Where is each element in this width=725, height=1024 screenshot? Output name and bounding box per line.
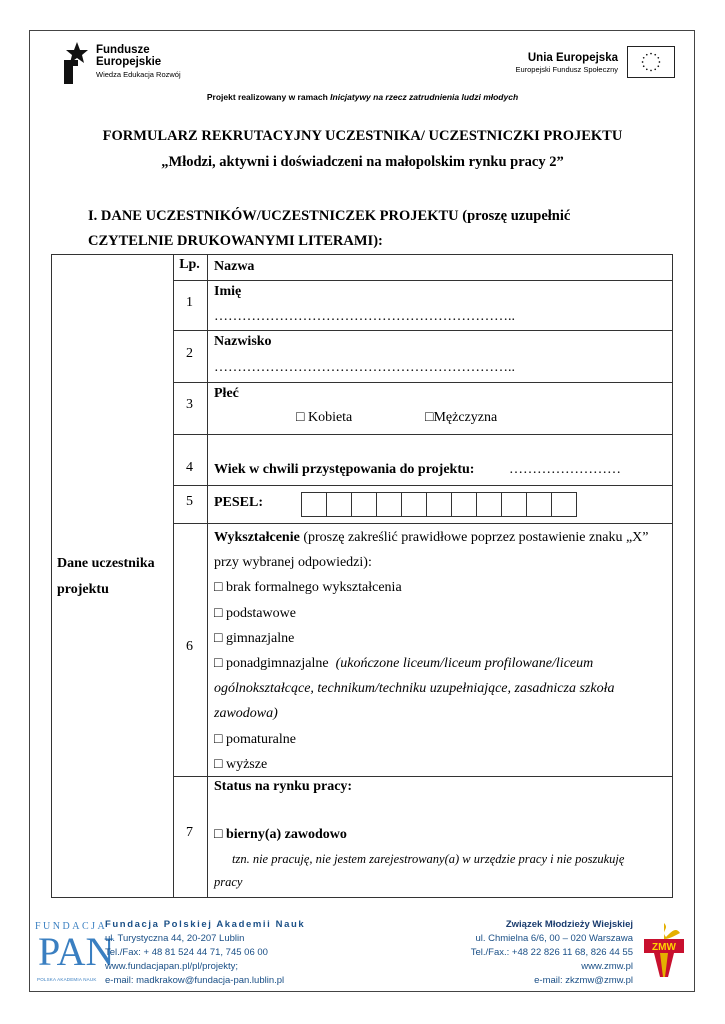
zmw-logo-text: ZMW — [652, 942, 676, 953]
row5-label: PESEL: — [214, 495, 264, 510]
row2-number: 2 — [186, 346, 193, 361]
form-subtitle: „Młodzi, aktywni i doświadczeni na małopolskim rynku pracy 2” — [161, 154, 564, 170]
fe-line2: Europejskie — [96, 56, 162, 68]
row3-label: Płeć — [214, 386, 239, 401]
edu-upper-secondary-note: (ukończone liceum/liceum profilowane/liceum — [335, 656, 594, 672]
row6-number: 6 — [186, 639, 193, 654]
first-name-field[interactable]: ……………………………………………………….. — [214, 309, 515, 324]
edu-upper-secondary-note-2: ogólnokształcące, technikum/techniku uzupełniające, zasadnicza szkoła — [214, 681, 615, 697]
ue-logo-text — [515, 52, 618, 75]
pesel-digit-box[interactable] — [326, 492, 352, 517]
fe-subtitle: Wiedza Edukacja Rozwój — [96, 70, 181, 79]
fundusze-europejskie-logo — [64, 42, 194, 84]
pesel-digit-box[interactable] — [526, 492, 552, 517]
fp-email-link[interactable]: e-mail: madkrakow@fundacja-pan.lublin.pl — [105, 975, 285, 986]
row3-number: 3 — [186, 397, 193, 412]
project-info-line — [0, 92, 725, 102]
project-initiative: Inicjatywy na rzecz zatrudnienia ludzi młodych — [330, 92, 519, 102]
zmw-address: ul. Chmielna 6/6, 00 – 020 Warszawa — [475, 933, 633, 944]
zmw-phone: Tel./Fax.: +48 22 826 11 68, 826 44 55 — [470, 947, 633, 958]
pesel-digit-box[interactable] — [426, 492, 452, 517]
zmw-name: Związek Młodzieży Wiejskiej — [505, 919, 633, 930]
row7-number: 7 — [186, 825, 193, 840]
form-title: FORMULARZ REKRUTACYJNY UCZESTNIKA/ UCZESTNICZKI PROJEKTU — [102, 128, 623, 144]
ue-subtitle: Europejski Fundusz Społeczny — [515, 65, 618, 74]
fundacja-pan-logo — [35, 921, 115, 987]
pan-logo-big: PAN — [38, 929, 115, 974]
last-name-field[interactable]: ……………………………………………………….. — [214, 360, 515, 375]
fe-line1: Fundusze — [96, 44, 150, 56]
fe-star-icon — [64, 42, 90, 84]
section-heading-line1: I. DANE UCZESTNIKÓW/UCZESTNICZEK PROJEKTU (proszę uzupełnić — [88, 208, 571, 224]
zmw-logo-icon — [640, 921, 688, 979]
edu-option-higher[interactable]: □ wyższe — [214, 756, 268, 772]
gender-female-checkbox[interactable]: □ Kobieta — [296, 410, 353, 425]
group-label-line1: Dane uczestnika — [57, 556, 155, 571]
edu-option-upper-secondary[interactable]: □ ponadgimnazjalne — [214, 656, 329, 672]
pesel-digit-box[interactable] — [351, 492, 377, 517]
row5-number: 5 — [186, 494, 193, 509]
row2-label: Nazwisko — [214, 334, 272, 349]
row1-number: 1 — [186, 295, 193, 310]
col-header-lp: Lp. — [179, 257, 200, 272]
fp-website-link[interactable]: www.fundacjapan.pl/pl/projekty; — [105, 961, 239, 972]
edu-option-primary[interactable]: □ podstawowe — [214, 605, 296, 621]
status-inactive-checkbox[interactable]: □ bierny(a) zawodowo — [214, 827, 347, 842]
edu-option-none[interactable]: □ brak formalnego wykształcenia — [214, 580, 402, 596]
age-field[interactable]: …………………… — [509, 462, 621, 477]
project-prefix: Projekt realizowany w ramach — [206, 92, 331, 102]
education-label: Wykształcenie — [214, 530, 300, 545]
group-label-line2: projektu — [57, 582, 109, 597]
edu-upper-secondary-note-3: zawodowa) — [214, 706, 278, 722]
col-header-name: Nazwa — [214, 259, 255, 274]
gender-male-checkbox[interactable]: □Mężczyzna — [425, 410, 498, 425]
pan-logo-bottom: POLSKA AKADEMIA NAUK — [37, 977, 97, 982]
group-label — [57, 551, 155, 603]
education-instruction-cont: przy wybranej odpowiedzi): — [214, 555, 372, 571]
pan-logo-top: FUNDACJA — [35, 921, 108, 932]
eu-flag-icon — [627, 46, 675, 78]
zmw-contact — [471, 918, 633, 988]
fp-name: Fundacja Polskiej Akademii Nauk — [105, 919, 306, 930]
education-cell — [214, 525, 669, 777]
zmw-email-link[interactable]: e-mail: zkzmw@zmw.pl — [534, 975, 633, 986]
fundacja-pan-contact — [105, 918, 305, 988]
pesel-digit-box[interactable] — [476, 492, 502, 517]
pesel-digit-box[interactable] — [301, 492, 327, 517]
edu-option-lower-secondary[interactable]: □ gimnazjalne — [214, 630, 295, 646]
fp-phone: Tel./Fax: + 48 81 524 44 71, 745 06 00 — [105, 947, 268, 958]
pesel-digit-box[interactable] — [501, 492, 527, 517]
ue-title: Unia Europejska — [527, 52, 618, 64]
row4-number: 4 — [186, 460, 193, 475]
pesel-digit-box[interactable] — [401, 492, 427, 517]
section-heading-line2: CZYTELNIE DRUKOWANYMI LITERAMI): — [88, 233, 383, 249]
education-instruction: (proszę zakreślić prawidłowe poprzez postawienie znaku „X” — [299, 530, 649, 545]
row1-label: Imię — [214, 284, 242, 299]
section-heading — [88, 204, 648, 254]
pesel-digit-box[interactable] — [551, 492, 577, 517]
participant-data-table — [51, 254, 673, 898]
row7-label: Status na rynku pracy: — [214, 779, 353, 794]
edu-option-post-secondary[interactable]: □ pomaturalne — [214, 731, 296, 747]
fp-address: ul. Turystyczna 44, 20-207 Lublin — [105, 933, 245, 944]
pesel-digit-box[interactable] — [376, 492, 402, 517]
row4-label: Wiek w chwili przystępowania do projektu: — [214, 462, 475, 477]
pesel-digit-box[interactable] — [451, 492, 477, 517]
zmw-website-link[interactable]: www.zmw.pl — [581, 961, 633, 972]
status-inactive-note-2: pracy — [214, 875, 243, 889]
status-inactive-note: tzn. nie pracuję, nie jestem zarejestrowany(a) w urzędzie pracy i nie poszukuję — [232, 852, 625, 866]
